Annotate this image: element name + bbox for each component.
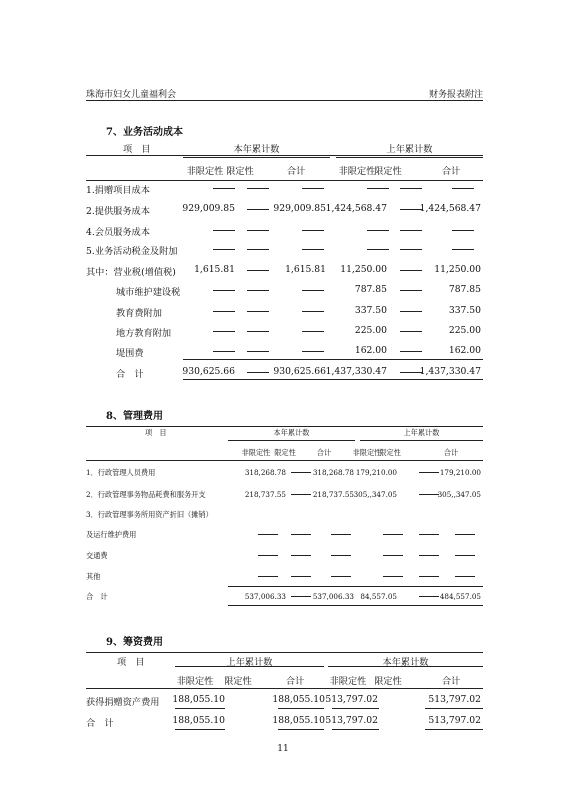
section7-group-header-2: 上年累计数 — [386, 144, 433, 155]
section7-value-cell: 162.00 — [354, 345, 387, 356]
section8-value-cell: 84,557.05 — [360, 592, 397, 601]
section9-row-label: 获得捐赠资产费用 — [86, 697, 160, 708]
section9-sub-header-0: 非限定性 — [176, 676, 214, 687]
header-org-name: 珠海市妇女儿童福利会 — [86, 90, 177, 100]
section7-group-header-1: 本年累计数 — [233, 144, 280, 155]
section7-value-cell: 1,437,330.47 — [325, 366, 387, 377]
section8-value-cell: 305,,347.05 — [353, 490, 397, 499]
section7-row-label: 其中：营业税(增值税) — [86, 267, 176, 278]
section7-row-label: 4.会员服务成本 — [86, 227, 150, 238]
section7-sub-header-1: 限定性 — [226, 166, 254, 177]
section7-value-cell: 162.00 — [448, 345, 481, 356]
section8-value-cell: 318,268.78 — [312, 468, 354, 477]
section9-total-rule-4 — [175, 729, 225, 730]
section8-row-label: 3．行政管理事务所用资产折旧（摊销） — [86, 510, 213, 519]
section8-value-cell: 305,,347.05 — [437, 490, 481, 499]
section8-sub-header-1: 限定性 — [274, 448, 296, 457]
section9-sub-header-2: 合计 — [285, 676, 305, 687]
section8-value-cell: 179,210.00 — [439, 468, 481, 477]
section7-value-cell: 1,424,568.47 — [419, 203, 481, 214]
section7-sub-header-0: 非限定性 — [186, 166, 224, 177]
section8-value-cell: 537,006.33 — [244, 592, 286, 601]
section7-value-cell: 787.85 — [448, 284, 481, 295]
section9-value-cell: 188,055.10 — [172, 694, 225, 705]
section9-total-rule-7 — [425, 729, 483, 730]
section9-value-cell: 513,797.02 — [325, 715, 378, 726]
section7-sub-header-4: 限定性 — [374, 166, 402, 177]
section7-row-label: 地方教育附加 — [116, 328, 172, 339]
section9-row-label: 合 计 — [86, 718, 114, 729]
section7-value-cell: 929,009.85 — [273, 203, 326, 214]
section8-value-cell: 537,006.33 — [312, 592, 354, 601]
section8-value-cell: 218,737.55 — [244, 490, 286, 499]
page-number: 11 — [277, 744, 289, 754]
section7-sub-header-3: 非限定性 — [338, 166, 376, 177]
section9-total-rule-0 — [175, 708, 225, 709]
section7-row-label: 教育费附加 — [116, 308, 162, 319]
section7-row-label: 5.业务活动税金及附加 — [86, 246, 178, 257]
section9-sub-header-3: 非限定性 — [329, 676, 367, 687]
section9-header-rule — [86, 688, 483, 689]
section8-group-header-2: 上年累计数 — [403, 428, 440, 437]
section9-value-cell: 513,797.02 — [325, 694, 378, 705]
section9-value-cell: 188,055.10 — [272, 715, 325, 726]
section8-row-label: 合 计 — [86, 592, 108, 601]
section9-total-rule-1 — [278, 708, 324, 709]
section9-title: 9、筹资费用 — [106, 637, 163, 648]
section7-value-cell: 930,625.66 — [273, 366, 326, 377]
section7-value-cell: 1,437,330.47 — [419, 366, 481, 377]
section9-value-cell: 513,797.02 — [428, 715, 481, 726]
section8-col-item-header: 项 目 — [145, 428, 167, 437]
section8-value-cell: 179,210.00 — [355, 468, 397, 477]
section8-sub-header-3: 非限定性 — [352, 448, 382, 457]
section7-title: 7、业务活动成本 — [106, 127, 183, 138]
section7-value-cell: 11,250.00 — [434, 264, 481, 275]
section9-total-rule-5 — [278, 729, 324, 730]
section7-value-cell: 1,615.81 — [285, 264, 326, 275]
section9-sub-header-1: 限定性 — [224, 676, 252, 687]
section7-row-label: 堤围费 — [116, 348, 144, 359]
section7-row-label: 2.提供服务成本 — [86, 206, 150, 217]
section8-sub-header-5: 合计 — [443, 448, 459, 457]
section7-value-cell: 1,615.81 — [194, 264, 235, 275]
section8-row-label: 1．行政管理人员费用 — [86, 468, 156, 477]
section7-value-cell: 1,424,568.47 — [325, 203, 387, 214]
section7-sub-header-5: 合计 — [441, 166, 461, 177]
section7-row-label: 城市维护建设税 — [116, 287, 181, 298]
section7-value-cell: 929,009.85 — [182, 203, 235, 214]
section9-group-header-2: 本年累计数 — [382, 657, 429, 668]
section9-col-item-header: 项 目 — [117, 657, 145, 668]
section9-group-header-1: 上年累计数 — [226, 657, 273, 668]
section8-sub-header-2: 合计 — [316, 448, 332, 457]
section7-value-cell: 225.00 — [448, 325, 481, 336]
section7-row-label: 1.捐赠项目成本 — [86, 185, 150, 196]
section9-group-rule-1 — [175, 666, 324, 667]
section7-value-cell: 337.50 — [354, 305, 387, 316]
section9-value-cell: 188,055.10 — [272, 694, 325, 705]
section8-row-label: 交通费 — [86, 551, 108, 560]
section9-total-rule-6 — [332, 729, 379, 730]
section7-value-cell: 11,250.00 — [340, 264, 387, 275]
section9-total-rule-3 — [425, 708, 483, 709]
section7-value-cell: 787.85 — [354, 284, 387, 295]
section9-value-cell: 188,055.10 — [172, 715, 225, 726]
section7-row-label: 合 计 — [116, 369, 144, 380]
section9-sub-header-5: 合计 — [441, 676, 461, 687]
section7-col-item-header: 项 目 — [123, 144, 151, 155]
section8-value-cell: 484,557.05 — [439, 592, 481, 601]
header-doc-title: 财务报表附注 — [428, 90, 483, 100]
section8-row-label: 2．行政管理事务物品耗费和服务开支 — [86, 490, 206, 499]
section8-title: 8、管理费用 — [106, 411, 163, 422]
section7-value-cell: 930,625.66 — [182, 366, 235, 377]
section8-row-label: 其他 — [86, 572, 101, 581]
section8-row-label: 及运行维护费用 — [86, 530, 137, 539]
section8-sub-header-4: 限定性 — [379, 448, 401, 457]
section8-sub-header-0: 非限定性 — [241, 448, 271, 457]
section8-group-header-1: 本年累计数 — [273, 428, 310, 437]
section7-sub-header-2: 合计 — [286, 166, 306, 177]
section9-sub-header-4: 限定性 — [374, 676, 402, 687]
section7-value-cell: 225.00 — [354, 325, 387, 336]
section8-value-cell: 218,737.55 — [312, 490, 354, 499]
section8-value-cell: 318,268.78 — [244, 468, 286, 477]
section9-total-rule-2 — [332, 708, 379, 709]
section9-value-cell: 513,797.02 — [428, 694, 481, 705]
section7-value-cell: 337.50 — [448, 305, 481, 316]
section9-top-rule — [86, 652, 483, 653]
section9-group-rule-2 — [328, 666, 483, 667]
